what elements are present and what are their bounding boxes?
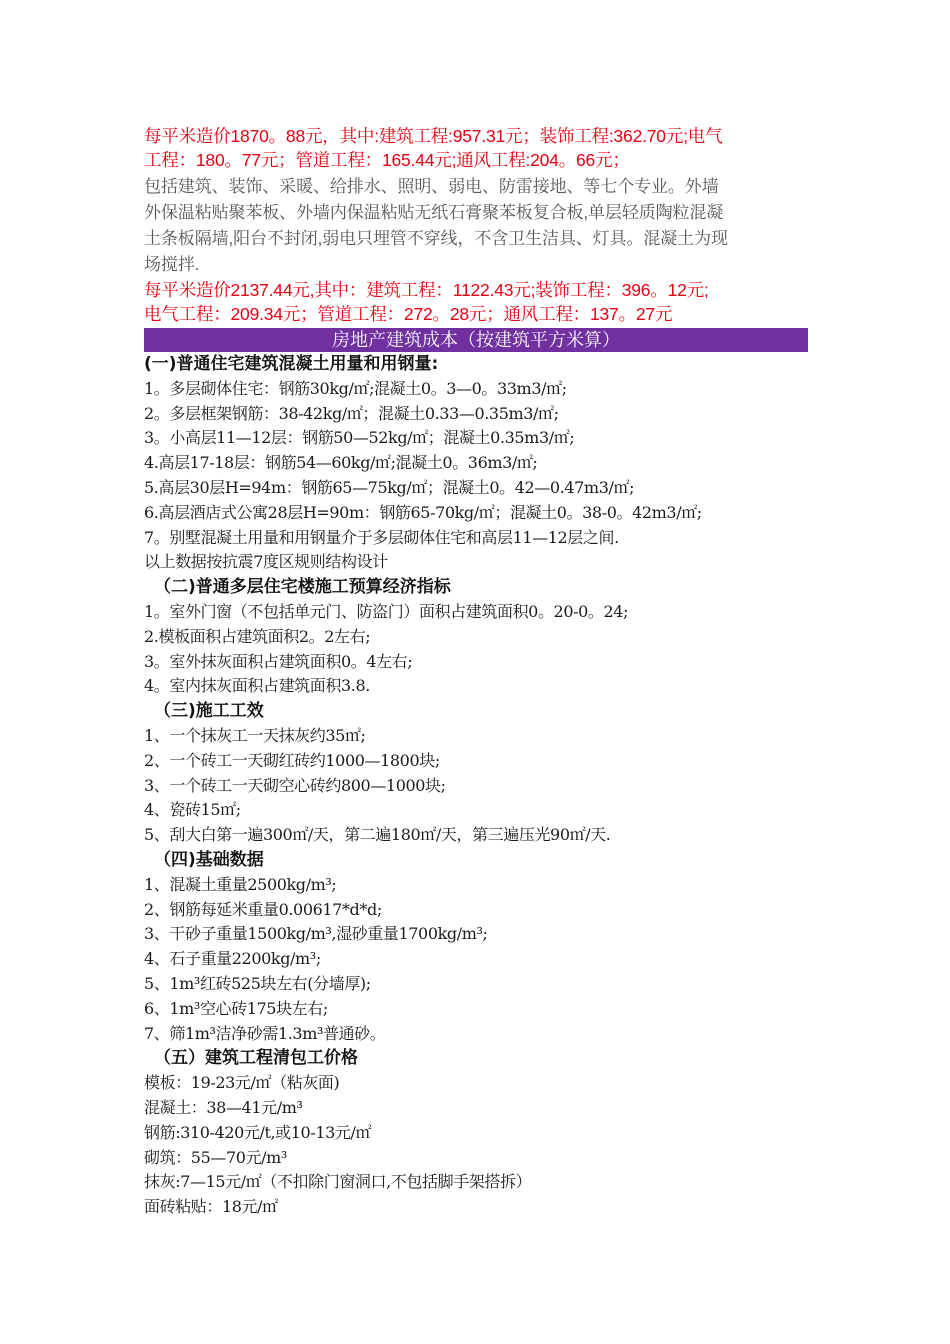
list-item: 6、1m³空心砖175块左右; xyxy=(144,998,328,1018)
section-heading: （三)施工工效 xyxy=(154,701,264,722)
section-basic-data xyxy=(144,848,808,1046)
list-item: 2、钢筋每延米重量0.00617*d*d; xyxy=(144,899,382,919)
section-labor-prices xyxy=(144,1046,808,1220)
description-line: 包括建筑、装饰、采暖、给排水、照明、弱电、防雷接地、等七个专业。外墙 xyxy=(144,177,719,196)
list-item: 混凝土：38—41元/m³ xyxy=(144,1097,303,1117)
list-item: 1。多层砌体住宅：钢筋30kg/㎡;混凝土0。3—0。33m3/㎡; xyxy=(144,378,567,398)
list-item: 1、混凝土重量2500kg/m³; xyxy=(144,874,337,894)
list-item: 7。别墅混凝土用量和用钢量介于多层砌体住宅和高层11—12层之间. xyxy=(144,527,619,547)
description-line: 场搅拌. xyxy=(144,255,200,274)
list-item: 2、一个砖工一天砌红砖约1000—1800块; xyxy=(144,750,440,770)
section-heading: (一)普通住宅建筑混凝土用量和用钢量: xyxy=(144,354,439,374)
list-item: 以上数据按抗震7度区规则结构设计 xyxy=(144,552,388,572)
list-item: 3、一个砖工一天砌空心砖约800—1000块; xyxy=(144,775,446,795)
cost-line: 每平米造价2137.44元,其中：建筑工程：1122.43元;装饰工程：396。12元; xyxy=(144,280,709,300)
document-page xyxy=(144,124,808,1220)
cost-line: 工程：180。77元；管道工程：165.44元;通风工程:204。66元； xyxy=(144,150,630,170)
list-item: 4.高层17-18层：钢筋54—60kg/㎡;混凝土0。36m3/㎡; xyxy=(144,453,538,473)
list-item: 钢筋:310-420元/t,或10-13元/㎡ xyxy=(144,1122,372,1142)
list-item: 1。室外门窗（不包括单元门、防盗门）面积占建筑面积0。20-0。24; xyxy=(144,601,629,621)
cost-summary-block-2 xyxy=(144,278,808,326)
list-item: 抹灰:7—15元/㎡（不扣除门窗洞口,不包括脚手架搭拆） xyxy=(144,1172,532,1192)
list-item: 2.模板面积占建筑面积2。2左右; xyxy=(144,626,371,646)
cost-summary-block-1 xyxy=(144,124,808,172)
list-item: 7、筛1m³洁净砂需1.3m³普通砂。 xyxy=(144,1023,386,1043)
cost-line: 电气工程：209.34元；管道工程：272。28元；通风工程：137。27元 xyxy=(144,304,673,324)
section-work-efficiency xyxy=(144,699,808,848)
list-item: 4。室内抹灰面积占建筑面积3.8. xyxy=(144,676,370,696)
list-item: 模板：19-23元/㎡（粘灰面) xyxy=(144,1073,340,1093)
section-budget-indicators xyxy=(144,575,808,699)
section-heading: （四)基础数据 xyxy=(154,849,264,870)
list-item: 4、石子重量2200kg/m³; xyxy=(144,949,321,969)
list-item: 5.高层30层H=94m：钢筋65—75kg/㎡；混凝土0。42—0.47m3/㎡; xyxy=(144,477,635,497)
section-heading: （五）建筑工程清包工价格 xyxy=(154,1048,358,1069)
list-item: 面砖粘贴：18元/㎡ xyxy=(144,1197,278,1217)
section-banner: 房地产建筑成本（按建筑平方米算） xyxy=(144,328,808,352)
list-item: 3、干砂子重量1500kg/m³,湿砂重量1700kg/m³; xyxy=(144,924,488,944)
section-concrete-steel xyxy=(144,352,808,575)
list-item: 3。室外抹灰面积占建筑面积0。4左右; xyxy=(144,651,413,671)
list-item: 6.高层酒店式公寓28层H=90m：钢筋65-70kg/㎡；混凝土0。38-0。42m3/㎡; xyxy=(144,502,702,522)
description-line: 外保温粘贴聚苯板、外墙内保温粘贴无纸石膏聚苯板复合板,单层轻质陶粒混凝 xyxy=(144,203,724,222)
list-item: 2。多层框架钢筋：38-42kg/㎡；混凝土0.33—0.35m3/㎡; xyxy=(144,403,559,423)
description-line: 土条板隔墙,阳台不封闭,弱电只埋管不穿线，不含卫生洁具、灯具。混凝土为现 xyxy=(144,229,728,248)
cost-line: 每平米造价1870。88元，其中:建筑工程:957.31元；装饰工程:362.70元;电气 xyxy=(144,126,723,146)
scope-description xyxy=(144,174,808,278)
list-item: 3。小高层11—12层：钢筋50—52kg/㎡；混凝土0.35m3/㎡; xyxy=(144,428,575,448)
list-item: 5、1m³红砖525块左右(分墙厚); xyxy=(144,973,371,993)
list-item: 砌筑：55—70元/m³ xyxy=(144,1147,287,1167)
list-item: 4、瓷砖15㎡; xyxy=(144,800,241,820)
list-item: 1、一个抹灰工一天抹灰约35㎡; xyxy=(144,725,366,745)
list-item: 5、刮大白第一遍300㎡/天，第二遍180㎡/天，第三遍压光90㎡/天. xyxy=(144,825,611,845)
section-heading: （二)普通多层住宅楼施工预算经济指标 xyxy=(154,577,451,598)
